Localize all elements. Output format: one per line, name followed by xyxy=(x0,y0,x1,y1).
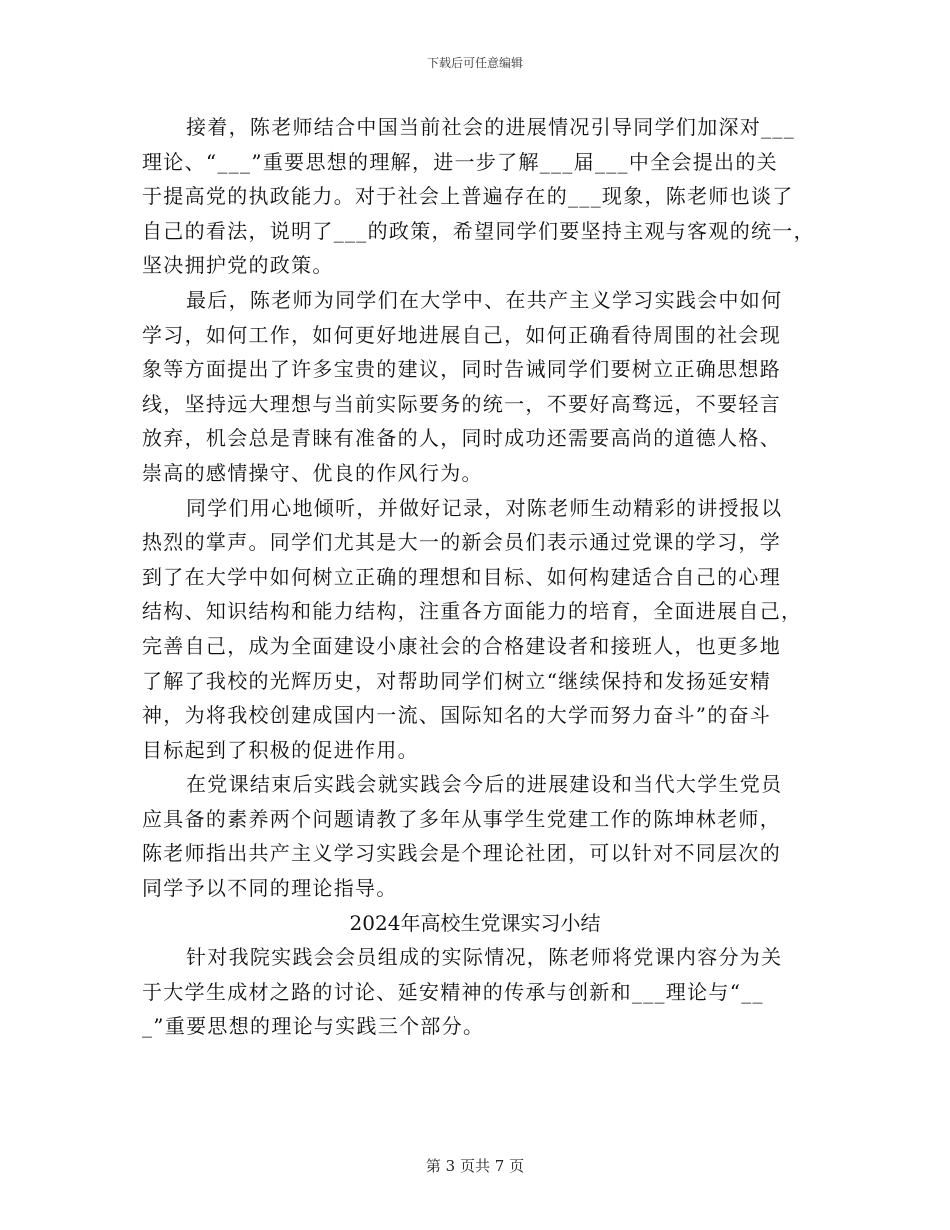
paragraph-line: 完善自己，成为全面建设小康社会的合格建设者和接班人，也更多地 xyxy=(142,633,781,658)
paragraph-line: _”重要思想的理论与实践三个部分。 xyxy=(142,1014,485,1039)
paragraph-line: 神，为将我校创建成国内一流、国际知名的大学而努力奋斗”的奋斗 xyxy=(142,703,772,728)
paragraph-line: 在党课结束后实践会就实践会今后的进展建设和当代大学生党员 xyxy=(186,772,783,797)
page-number: 第 3 页共 7 页 xyxy=(425,1157,525,1175)
section-title: 2024年高校生党课实习小结 xyxy=(349,910,601,935)
paragraph-line: 同学予以不同的理论指导。 xyxy=(142,876,398,901)
paragraph-line: 象等方面提出了许多宝贵的建议，同时告诫同学们要树立正确思想路 xyxy=(142,357,781,382)
paragraph-line: 到了在大学中如何树立正确的理想和目标、如何构建适合自己的心理 xyxy=(142,564,781,589)
paragraph-line: 目标起到了积极的促进作用。 xyxy=(142,737,419,762)
paragraph-4 xyxy=(142,767,808,905)
section-paragraph xyxy=(142,940,808,1044)
paragraph-1 xyxy=(142,110,815,283)
paragraph-3 xyxy=(142,491,808,768)
paragraph-line: 崇高的感情操守、优良的作风行为。 xyxy=(142,460,483,485)
page-header: 下载后可任意编辑 xyxy=(426,56,523,70)
paragraph-line: 最后，陈老师为同学们在大学中、在共产主义学习实践会中如何 xyxy=(186,287,783,312)
paragraph-line: 自己的看法，说明了___的政策，希望同学们要坚持主观与客观的统一， xyxy=(142,218,815,243)
paragraph-line: 理论、“___”重要思想的理解，进一步了解___届___中全会提出的关 xyxy=(142,149,778,174)
paragraph-line: 热烈的掌声。同学们尤其是大一的新会员们表示通过党课的学习，学 xyxy=(142,530,781,555)
paragraph-line: 了解了我校的光辉历史，对帮助同学们树立“继续保持和发扬延安精 xyxy=(142,668,772,693)
paragraph-line: 于大学生成材之路的讨论、延安精神的传承与创新和___理论与“__ xyxy=(142,979,764,1004)
paragraph-line: 线，坚持远大理想与当前实际要务的统一，不要好高骛远，不要轻言 xyxy=(142,391,781,416)
paragraph-line: 学习，如何工作，如何更好地进展自己，如何正确看待周围的社会现 xyxy=(142,322,781,347)
paragraph-line: 坚决拥护党的政策。 xyxy=(142,253,334,278)
paragraph-line: 结构、知识结构和能力结构，注重各方面能力的培育，全面进展自己， xyxy=(142,599,803,624)
paragraph-line: 应具备的素养两个问题请教了多年从事学生党建工作的陈坤林老师， xyxy=(142,806,781,831)
paragraph-line: 同学们用心地倾听，并做好记录，对陈老师生动精彩的讲授报以 xyxy=(186,495,783,520)
paragraph-2 xyxy=(142,283,808,491)
paragraph-line: 陈老师指出共产主义学习实践会是个理论社团，可以针对不同层次的 xyxy=(142,841,781,866)
paragraph-line: 放弃，机会总是青睐有准备的人，同时成功还需要高尚的道德人格、 xyxy=(142,426,781,451)
paragraph-line: 针对我院实践会会员组成的实际情况，陈老师将党课内容分为关 xyxy=(186,945,783,970)
paragraph-line: 接着，陈老师结合中国当前社会的进展情况引导同学们加深对___ xyxy=(186,115,795,139)
paragraph-line: 于提高党的执政能力。对于社会上普遍存在的___现象，陈老师也谈了 xyxy=(142,184,794,209)
document-body xyxy=(142,110,815,1044)
